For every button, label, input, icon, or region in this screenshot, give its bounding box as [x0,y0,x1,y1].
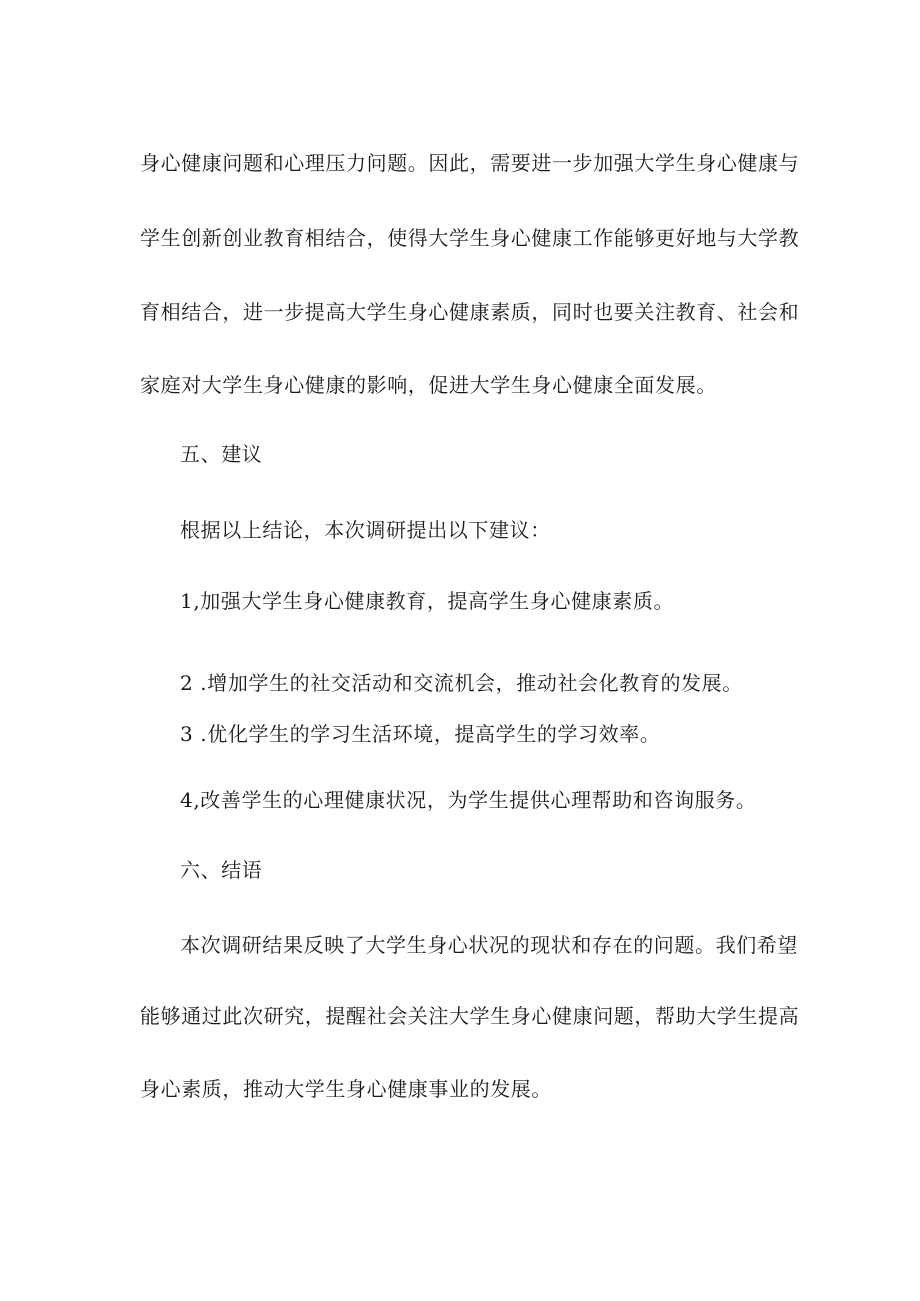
para1-line4: 家庭对大学生身心健康的影响，促进大学生身心健康全面发展。 [140,373,717,397]
para1-line3: 育相结合，进一步提高大学生身心健康素质，同时也要关注教育、社会和 [140,300,800,324]
section5-intro: 根据以上结论，本次调研提出以下建议： [180,518,551,542]
para1-line2: 学生创新创业教育相结合，使得大学生身心健康工作能够更好地与大学教 [140,226,800,250]
para1-line1: 身心健康问题和心理压力问题。因此，需要进一步加强大学生身心健康与 [140,151,800,175]
recommendation-item-2: 2 .增加学生的社交活动和交流机会，推动社会化教育的发展。 [180,671,743,695]
conclusion-line3: 身心素质，推动大学生身心健康事业的发展。 [140,1077,552,1101]
recommendation-item-3: 3 .优化学生的学习生活环境，提高学生的学习效率。 [180,722,661,746]
conclusion-line1: 本次调研结果反映了大学生身心状况的现状和存在的问题。我们希望 [180,933,798,957]
section5-heading: 五、建议 [180,442,263,466]
recommendation-item-1: 1,加强大学生身心健康教育，提高学生身心健康素质。 [180,589,675,613]
section6-heading: 六、结语 [180,858,263,882]
recommendation-item-4: 4,改善学生的心理健康状况，为学生提供心理帮助和咨询服务。 [180,788,757,812]
conclusion-line2: 能够通过此次研究，提醒社会关注大学生身心健康问题，帮助大学生提高 [140,1004,800,1028]
